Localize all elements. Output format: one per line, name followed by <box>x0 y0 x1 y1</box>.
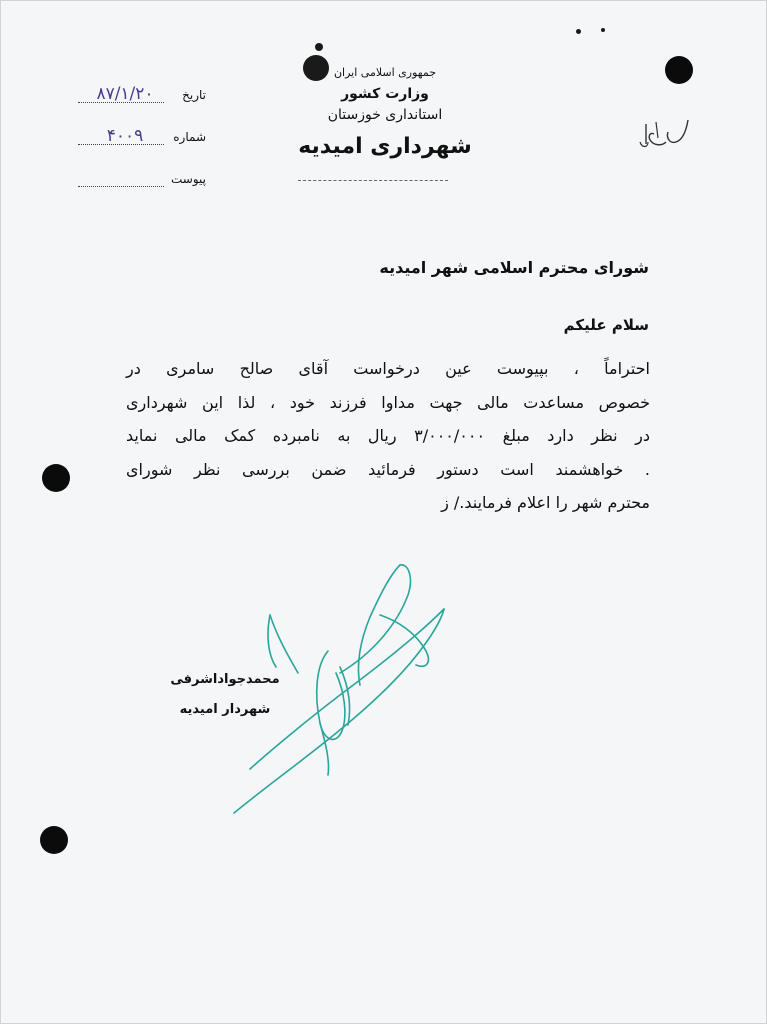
letterhead-republic: جمهوری اسلامی ایران <box>333 66 437 79</box>
letter-body-line: محترم شهر را اعلام فرمایند./ ز <box>441 493 650 512</box>
scan-speck <box>601 28 605 32</box>
meta-attachment-label: پیوست <box>171 172 206 186</box>
letter-addressee: شورای محترم اسلامی شهر امیدیه <box>379 258 649 277</box>
meta-number-row <box>74 126 214 168</box>
punch-hole-middle <box>42 464 70 492</box>
scan-speck <box>576 29 581 34</box>
punch-hole-bottom <box>40 826 68 854</box>
handwritten-signature <box>220 555 460 820</box>
meta-date-row <box>74 84 214 126</box>
meta-date-value: ۸۷/۱/۲۰ <box>96 84 154 104</box>
signatory-title: شهردار امیدیه <box>179 702 271 717</box>
letter-meta <box>74 84 214 210</box>
letter-body-line: احتراماً ، بپیوست عین درخواست آقای صالح سامری در <box>126 359 650 378</box>
punch-hole-top <box>665 56 693 84</box>
signatory-name: محمدجواداشرفی <box>170 672 280 687</box>
invocation-calligraphy <box>636 112 696 156</box>
letter-body-line: . خواهشمند است دستور فرمائید ضمن بررسی نظر شورای <box>126 459 650 479</box>
letterhead-divider <box>298 180 448 181</box>
letter-body <box>126 352 650 520</box>
letter-body-line: خصوص مساعدت مالی جهت مداوا فرزند خود ، لذا این شهرداری <box>126 392 650 412</box>
invocation-calligraphy-icon <box>636 112 696 156</box>
signature-scribble-icon <box>220 555 460 820</box>
meta-attachment-line <box>78 186 164 187</box>
letterhead <box>270 64 500 184</box>
letter-greeting: سلام علیکم <box>563 316 649 334</box>
letterhead-municipality: شهرداری امیدیه <box>298 134 472 159</box>
meta-number-label: شماره <box>173 130 206 144</box>
letter-body-line: در نظر دارد مبلغ ۳/۰۰۰/۰۰۰ ریال به نامبرده کمک مالی نماید <box>126 426 651 445</box>
letterhead-governorate: استانداری خوزستان <box>327 107 443 123</box>
letterhead-ministry: وزارت کشور <box>341 86 429 102</box>
scan-speck <box>315 43 323 51</box>
meta-attachment-row <box>74 168 214 210</box>
meta-date-label: تاریخ <box>182 88 206 102</box>
meta-number-value: ۴۰۰۹ <box>106 126 144 146</box>
